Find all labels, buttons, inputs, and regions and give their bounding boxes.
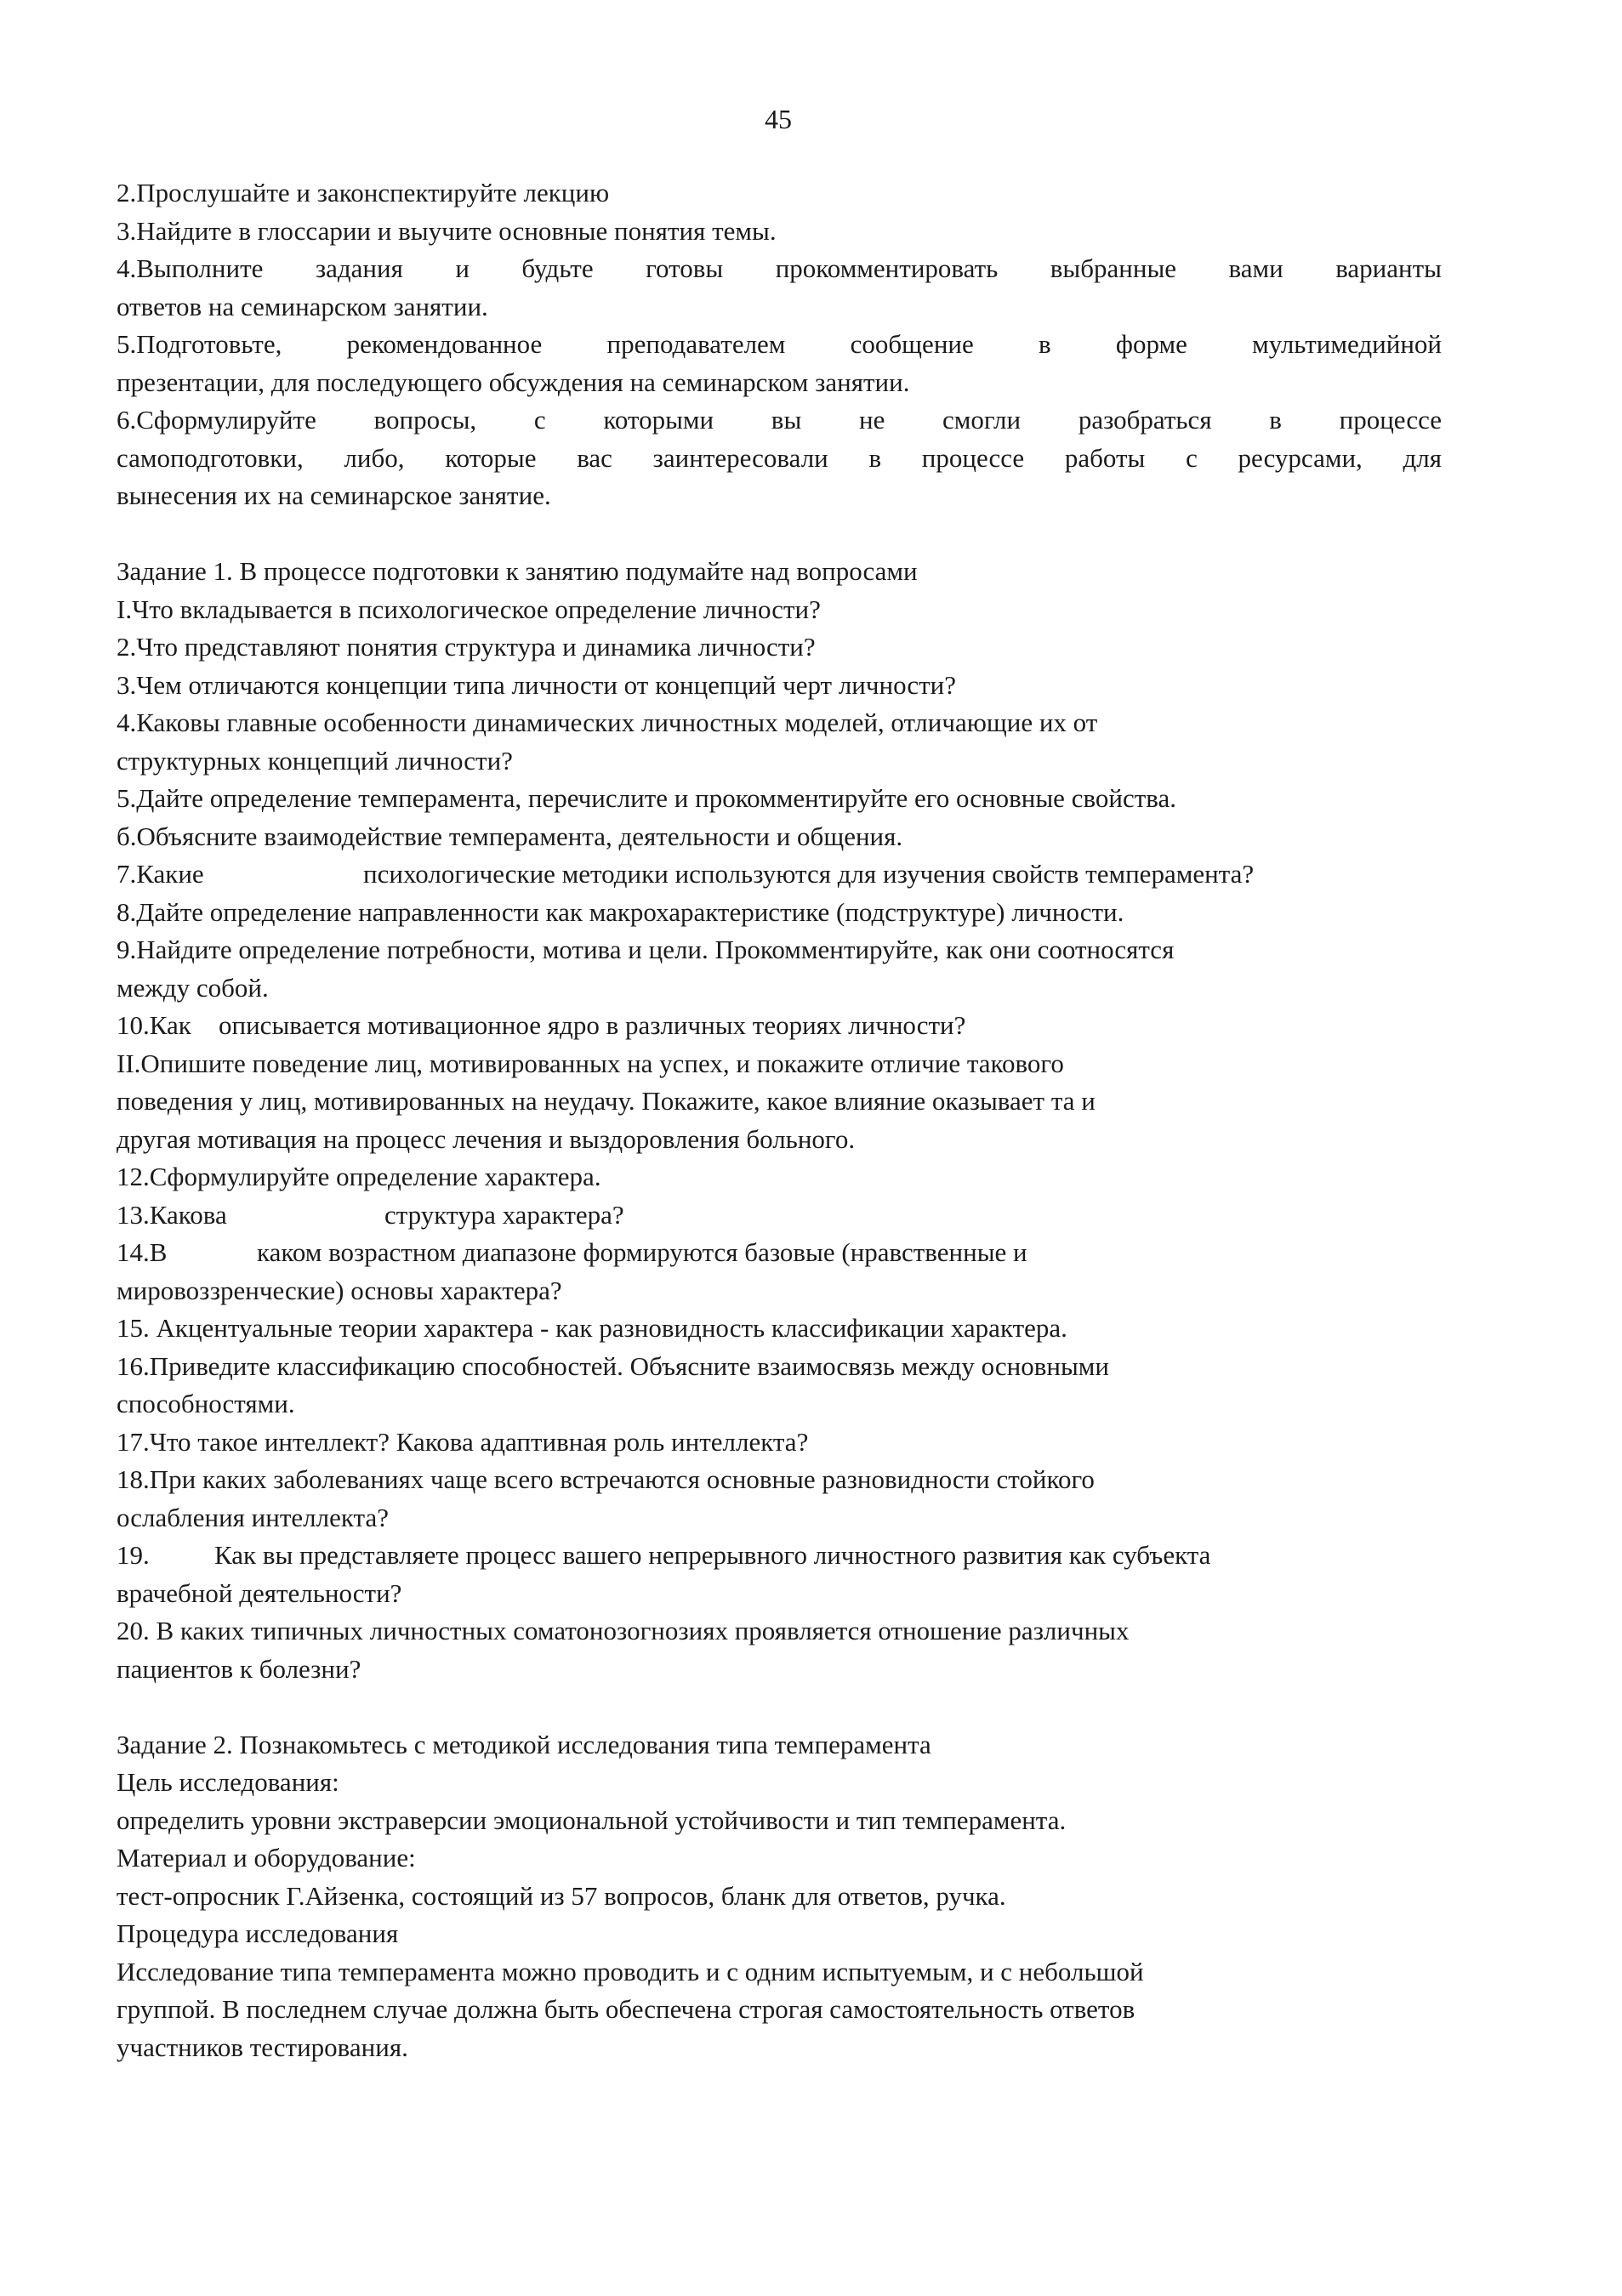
procedure-text: Исследование типа темперамента можно проводить и с одним испытуемым, и с небольшой (117, 1956, 1144, 1986)
task1-section (117, 553, 1442, 1688)
procedure-text: группой. В последнем случае должна быть обеспечена строгая самостоятельность ответов (117, 1994, 1135, 2024)
question-line (117, 1537, 1442, 1575)
task2-section (117, 1726, 1442, 2067)
preparation-steps (117, 174, 1442, 515)
question-line: I.Что вкладывается в психологическое определение личности? (117, 594, 821, 624)
question-line (117, 1007, 1442, 1045)
question-text: каком возрастном диапазоне формируются базовые (нравственные и (257, 1237, 1027, 1267)
question-line: II.Опишите поведение лиц, мотивированных на успех, и покажите отличие такового (117, 1048, 1064, 1078)
paragraph-gap (117, 515, 1442, 554)
question-number: 10.Как (117, 1010, 191, 1040)
question-number: 13.Какова (117, 1199, 227, 1230)
question-line: способностями. (117, 1389, 295, 1418)
question-line: поведения у лиц, мотивированных на неудачу. Покажите, какое влияние оказывает та и (117, 1086, 1096, 1116)
question-number: 7.Какие (117, 859, 204, 889)
procedure-text: участников тестирования. (117, 2032, 408, 2062)
materials-label: Материал и оборудование: (117, 1843, 416, 1873)
question-line: пациентов к болезни? (117, 1653, 361, 1684)
question-text: описывается мотивационное ядро в различных теориях личности? (219, 1010, 966, 1040)
step-line: вынесения их на семинарское занятие. (117, 480, 551, 510)
page-number: 45 (765, 104, 792, 134)
task2-heading: Задание 2. Познакомьтесь с методикой исследования типа темперамента (117, 1729, 931, 1759)
question-line: 2.Что представляют понятия структура и динамика личности? (117, 632, 816, 662)
step-line: 4.Выполните задания и будьте готовы прокомментировать выбранные вами варианты (117, 253, 1442, 283)
paragraph-gap (117, 1688, 1442, 1726)
question-line: 12.Сформулируйте определение характера. (117, 1162, 601, 1191)
goal-label: Цель исследования: (117, 1767, 339, 1797)
question-line: другая мотивация на процесс лечения и выздоровления больного. (117, 1123, 856, 1154)
step-line: 6.Сформулируйте вопросы, с которыми вы не смогли разобраться в процессе (117, 405, 1442, 435)
step-line: 5.Подготовьте, рекомендованное преподавателем сообщение в форме мультимедийной (117, 329, 1442, 359)
question-line: 3.Чем отличаются концепции типа личности от концепций черт личности? (117, 669, 957, 700)
question-line: 20. В каких типичных личностных соматонозогнозиях проявляется отношение различных (117, 1616, 1130, 1645)
step-line: 3.Найдите в глоссарии и выучите основные понятия темы. (117, 215, 777, 246)
question-number: 19. (117, 1540, 150, 1570)
question-line: структурных концепций личности? (117, 745, 513, 776)
procedure-label: Процедура исследования (117, 1918, 399, 1948)
question-line: б.Объясните взаимодействие темперамента, деятельности и общения. (117, 821, 903, 851)
question-line: 17.Что такое интеллект? Какова адаптивная роль интеллекта? (117, 1426, 809, 1457)
question-line: врачебной деятельности? (117, 1577, 402, 1608)
question-text: Как вы представляете процесс вашего непрерывного личностного развития как субъекта (214, 1540, 1211, 1570)
question-line: 8.Дайте определение направленности как макрохарактеристике (подструктуре) личности. (117, 896, 1124, 927)
question-line (117, 1234, 1442, 1272)
question-text: психологические методики используются для изучения свойств темперамента? (363, 859, 1255, 889)
step-line: самоподготовки, либо, которые вас заинтересовали в процессе работы с ресурсами, для (117, 442, 1442, 473)
question-line: ослабления интеллекта? (117, 1502, 389, 1532)
question-line (117, 855, 1442, 894)
question-line: 16.Приведите классификацию способностей. Объясните взаимосвязь между основными (117, 1350, 1110, 1381)
question-text: структура характера? (384, 1199, 624, 1230)
step-line: ответов на семинарском занятии. (117, 291, 488, 321)
question-line: 5.Дайте определение темперамента, перечислите и прокомментируйте его основные свойства. (117, 783, 1177, 813)
step-line: 2.Прослушайте и законспектируйте лекцию (117, 178, 610, 207)
goal-text: определить уровни экстраверсии эмоциональной устойчивости и тип темперамента. (117, 1804, 1067, 1835)
page-content (117, 174, 1442, 2066)
question-line: 18.При каких заболеваниях чаще всего встречаются основные разновидности стойкого (117, 1464, 1095, 1494)
step-line: презентации, для последующего обсуждения на семинарском занятии. (117, 367, 910, 397)
question-line: 4.Каковы главные особенности динамических личностных моделей, отличающие их от (117, 708, 1098, 737)
task1-heading: Задание 1. В процессе подготовки к занятию подумайте над вопросами (117, 556, 918, 586)
question-line: 15. Акцентуальные теории характера - как разновидность классификации характера. (117, 1313, 1067, 1343)
question-line: мировоззренческие) основы характера? (117, 1275, 562, 1305)
question-line: 9.Найдите определение потребности, мотива и цели. Прокомментируйте, как они соотносятся (117, 935, 1175, 964)
materials-text: тест-опросник Г.Айзенка, состоящий из 57 вопросов, бланк для ответов, ручка. (117, 1880, 1006, 1911)
question-number: 14.В (117, 1237, 168, 1267)
question-line (117, 1196, 1442, 1235)
question-line: между собой. (117, 972, 269, 1003)
